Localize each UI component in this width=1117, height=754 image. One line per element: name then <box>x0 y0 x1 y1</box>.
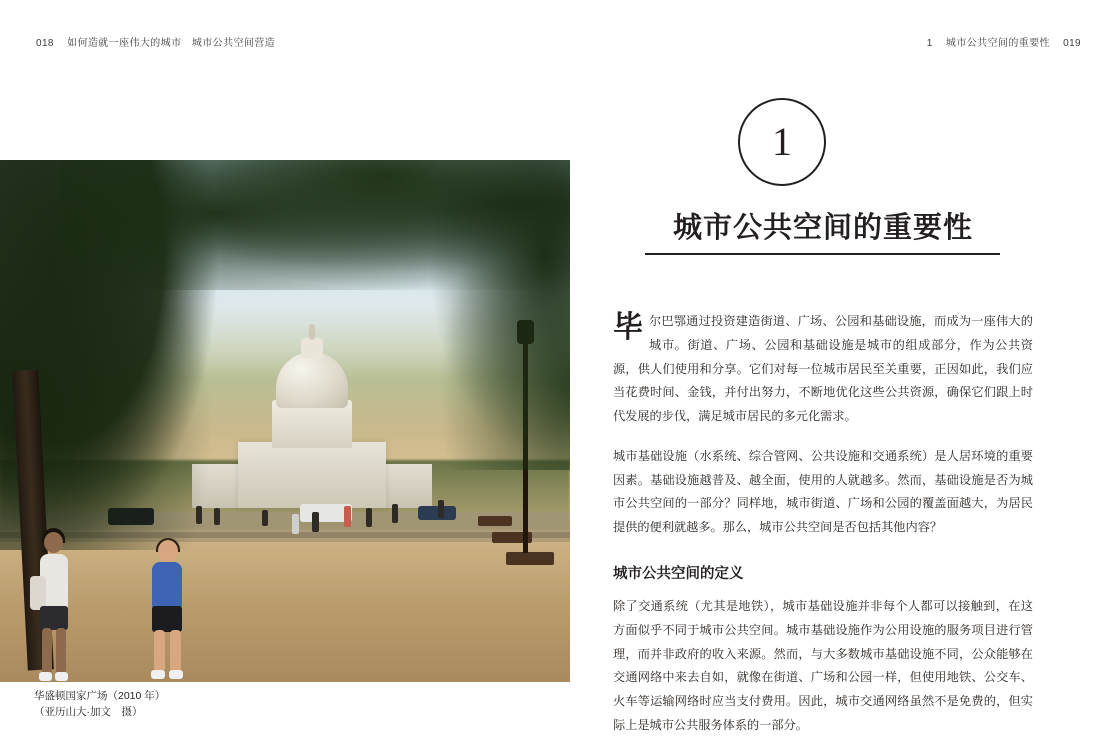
walker-foreground <box>24 528 84 682</box>
paragraph-intro <box>613 310 1033 429</box>
pedestrian <box>344 506 351 527</box>
pedestrian <box>392 504 398 523</box>
jogger-head <box>158 540 178 562</box>
paragraph-intro-text: 尔巴鄂通过投资建造街道、广场、公园和基础设施，而成为一座伟大的城市。街道、广场、公园和基础设施是城市的组成部分，作为公共资源，供人们使用和分享。它们对每一位城市居民至关重要，正因如此，我们应当花费时间、金钱，并付出努力，不断地优化这些公共资源，确保它们跟上时代发展的步伐，满足城市居民的多元化需求。 <box>613 314 1033 424</box>
running-head-right <box>927 34 1081 49</box>
running-head-right-text: 城市公共空间的重要性 <box>945 38 1050 49</box>
capitol-wing-right <box>378 464 432 508</box>
walker-shoe <box>55 672 68 681</box>
jogger-shirt <box>152 562 182 610</box>
parked-car <box>418 506 456 520</box>
park-bench <box>506 552 554 565</box>
walker-head <box>44 532 63 553</box>
body-column <box>613 310 1033 754</box>
jogger-shoe <box>169 670 183 679</box>
pedestrian <box>262 510 268 526</box>
jogger-leg <box>170 630 181 672</box>
jogger-shoe <box>151 670 165 679</box>
running-head-left <box>36 34 275 49</box>
jogger-leg <box>154 630 165 672</box>
photo-caption <box>34 688 165 721</box>
photo-caption-line-1: 华盛顿国家广场（2010 年） <box>34 690 166 702</box>
capitol-base <box>238 442 386 508</box>
photo-caption-line-2: （亚历山大·加文 摄） <box>34 706 143 719</box>
capitol-lantern <box>301 338 323 358</box>
paragraph-infrastructure: 城市基础设施（水系统、综合管网、公共设施和交通系统）是人居环境的重要因素。基础设施越普及、越全面，使用的人就越多。然而，基础设施是否为城市公共空间的一部分？同样地，城市街道、广场和公园的覆盖面越大，为居民提供的便利就越多。那么，城市公共空间是否包括其他内容？ <box>613 448 1033 535</box>
walker-shoe <box>39 672 52 681</box>
photo-figure <box>0 160 570 682</box>
folio-right: 019 <box>1063 38 1081 49</box>
title-divider <box>645 253 1000 255</box>
park-bench <box>478 516 512 526</box>
pedestrian <box>438 500 444 518</box>
capitol-building <box>238 328 386 508</box>
pedestrian <box>366 508 372 527</box>
running-head-left-text: 如何造就一座伟大的城市 城市公共空间营造 <box>67 38 276 49</box>
section-subheading: 城市公共空间的定义 <box>613 566 744 583</box>
pedestrian <box>312 512 319 532</box>
drop-cap: 毕 <box>613 311 643 344</box>
foreground-tree-right <box>420 160 570 470</box>
walker-shorts <box>40 606 68 630</box>
jogger-shorts <box>152 606 182 632</box>
washington-national-mall-photo <box>0 160 570 682</box>
walker-leg <box>42 628 52 674</box>
folio-left: 018 <box>36 38 54 49</box>
chapter-title: 城市公共空间的重要性 <box>672 212 973 244</box>
capitol-dome <box>276 352 348 408</box>
chapter-number-badge: 1 <box>738 98 826 186</box>
running-head-chapter-number: 1 <box>926 38 933 49</box>
walker-leg <box>56 628 66 674</box>
capitol-statue-of-freedom <box>309 324 315 340</box>
paragraph-definition: 除了交通系统（尤其是地铁），城市基础设施并非每个人都可以接触到，在这方面似乎不同于城市公共空间。城市基础设施作为公用设施的服务项目进行管理，而并非政府的收入来源。然而，与大多数城市基础设施不同，公众能够在交通网络中来去自如，就像在街道、广场和公园一样，但使用地铁、公交车、火车等运输网络时应当支付费用。因此，城市交通网络虽然不是免费的，但实际上是城市公共服务体系的一部分。 <box>613 599 1033 732</box>
walker-bag <box>30 576 46 610</box>
pedestrian <box>292 514 299 534</box>
jogger-foreground <box>138 538 196 682</box>
